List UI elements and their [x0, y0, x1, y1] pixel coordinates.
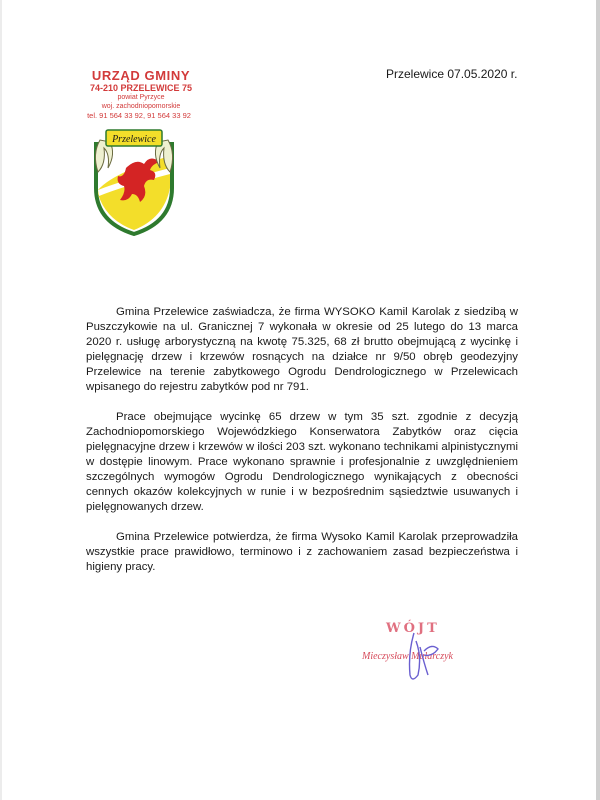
coat-of-arms-emblem: [84, 124, 184, 236]
stamp-office-name: URZĄD GMINY: [91, 68, 191, 83]
signature-name: Mieczysław Mularczyk: [362, 651, 453, 662]
stamp-address: 74-210 PRZELEWICE 75: [89, 83, 193, 93]
handwritten-signature: [362, 617, 492, 687]
office-stamp: [66, 68, 216, 121]
stamp-district: powiat Pyrzyce: [117, 94, 165, 101]
stamp-province: woj. zachodniopomorskie: [101, 103, 181, 110]
document-date: Przelewice 07.05.2020 r.: [386, 67, 518, 81]
paragraph-1: Gmina Przelewice zaświadcza, że firma WYSOKO Kamil Karolak z siedzibą w Puszczykowie na ul. Granicznej 7 wykonała w okresie od 25 lutego do 13 marca 2020 r. usługę arborystyczną na kwotę 75.325, 68 zł brutto obejmującą z wycinkę i pielęgnację drzew i krzewów rosnących na działce nr 9/50 obręb geodezyjny Przelewice na terenie zabytkowego Ogrodu Dendrologicznego w Przelewicach wpisanego do rejestru zabytków pod nr 791.: [86, 306, 518, 393]
page-right-edge: [596, 0, 600, 800]
paragraph-2: Prace obejmujące wycinkę 65 drzew w tym 35 szt. zgodnie z decyzją Zachodniopomorskiego Wojewódzkiego Konserwatora Zabytków oraz cięcia pielęgnacyjne drzew i krzewów w ilości 203 szt. wykonano technikami alpinistycznymi w dostępie linowym. Prace wykonano sprawnie i profesjonalnie z uwzględnieniem szczególnych wymogów Ogrodu Dendrologicznego wynikających z obecności cennych okazów kolekcyjnych w runie i w bezpośrednim sąsiedztwie usuwanych i pielęgnowanych drzew.: [86, 411, 518, 513]
page-left-edge: [0, 0, 2, 800]
signature-title: WÓJT: [386, 621, 440, 636]
paragraph-3: Gmina Przelewice potwierdza, że firma Wysoko Kamil Karolak przeprowadziła wszystkie prace prawidłowo, terminowo i z zachowaniem zasad bezpieczeństwa i higieny pracy.: [86, 531, 518, 573]
signature-block: [362, 617, 492, 687]
letter-body: [86, 305, 518, 590]
crest-banner-text: Przelewice: [112, 134, 156, 145]
stamp-phone: tel. 91 564 33 92, 91 564 33 92: [87, 111, 191, 120]
